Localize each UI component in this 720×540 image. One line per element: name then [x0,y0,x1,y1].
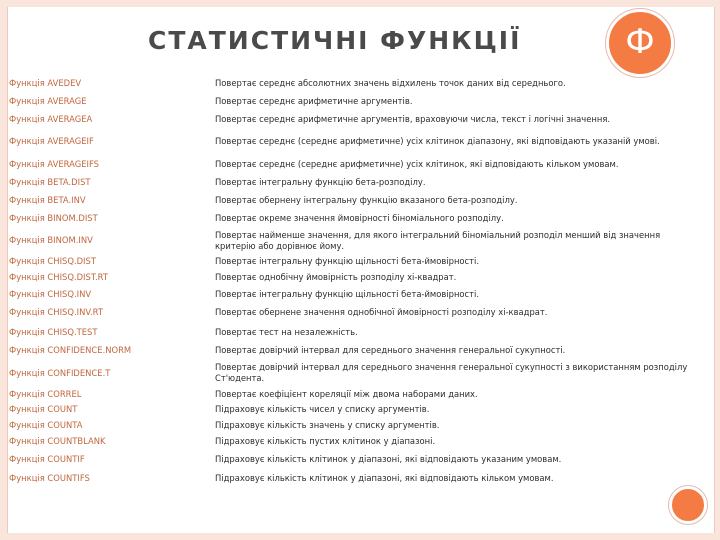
function-name[interactable]: Функція COUNTIF [9,453,85,464]
function-description: Повертає інтегральну функцію бета-розподілу. [215,176,426,187]
function-name[interactable]: Функція CHISQ.INV.RT [9,307,103,317]
function-description: Повертає середнє арифметичне аргументів. [215,95,413,106]
function-description: Повертає найменше значення, для якого інтегральний біноміальний розподіл менший від значення критерію або дорівнює йому. [215,229,661,251]
function-name[interactable]: Функція BETA.INV [9,194,86,205]
function-name[interactable]: Функція COUNTIFS [9,472,90,483]
table-row [9,74,699,92]
function-name[interactable]: Функція AVERAGE [9,95,87,106]
table-row [9,302,699,323]
page-title: СТАТИСТИЧНІ ФУНКЦІЇ [148,26,522,55]
function-description: Повертає коефіцієнт кореляції між двома наборами даних. [215,388,478,399]
table-row [9,110,699,128]
table-row [9,128,699,155]
function-description: Повертає окреме значення ймовірності біноміального розподілу. [215,212,504,223]
section-badge: Ф [606,9,674,77]
function-description: Повертає обернену інтегральну функцію вказаного бета-розподілу. [215,194,518,205]
function-name[interactable]: Функція COUNTBLANK [9,436,106,446]
decorative-dot [669,486,707,524]
table-row [9,227,699,254]
table-row [9,341,699,360]
function-description: Повертає довірчий інтервал для середнього значення генеральної сукупності. [215,345,566,355]
table-row [9,468,699,488]
table-row [9,417,699,433]
function-name[interactable]: Функція BINOM.INV [9,235,93,245]
function-description: Повертає інтегральну функцію щільності бета-ймовірності. [215,288,480,299]
function-name[interactable]: Функція BETA.DIST [9,176,91,187]
function-description: Підраховує кількість чисел у списку аргументів. [215,404,430,414]
function-description: Підраховує кількість значень у списку аргументів. [215,419,440,430]
table-row [9,173,699,191]
function-name[interactable]: Функція CONFIDENCE.T [9,367,111,378]
table-row [9,386,699,402]
function-name[interactable]: Функція CHISQ.TEST [9,326,98,337]
function-description: Повертає довірчий інтервал для середнього значення генеральної сукупності з використанням розподілу Ст'юдента. [215,362,688,383]
function-description: Повертає середнє (середнє арифметичне) усіх клітинок діапазону, які відповідають указаній умові. [215,136,660,146]
function-description: Підраховує кількість пустих клітинок у діапазоні. [215,436,436,446]
function-name[interactable]: Функція AVERAGEA [9,113,93,124]
function-description: Підраховує кількість клітинок у діапазоні, які відповідають кільком умовам. [215,472,554,483]
table-row [9,155,699,173]
function-name[interactable]: Функція AVEDEV [9,77,82,88]
function-name[interactable]: Функція CONFIDENCE.NORM [9,345,132,355]
functions-table [9,74,699,488]
table-row [9,269,699,286]
function-name[interactable]: Функція CHISQ.DIST.RT [9,272,108,282]
table-row [9,360,699,386]
table-row [9,191,699,209]
table-row [9,286,699,302]
table-row [9,254,699,269]
function-description: Підраховує кількість клітинок у діапазоні, які відповідають указаним умовам. [215,453,562,464]
function-name[interactable]: Функція COUNTA [9,419,83,430]
function-name[interactable]: Функція CHISQ.INV [9,288,92,299]
table-row [9,433,699,450]
function-description: Повертає тест на незалежність. [215,326,358,337]
table-row [9,209,699,227]
function-description: Повертає середнє абсолютних значень відхилень точок даних від середнього. [215,77,566,88]
function-description: Повертає середнє (середнє арифметичне) усіх клітинок, які відповідають кільком умовам. [215,158,619,169]
function-name[interactable]: Функція CHISQ.DIST [9,256,96,266]
table-row [9,450,699,468]
function-name[interactable]: Функція AVERAGEIFS [9,158,99,169]
function-name[interactable]: Функція BINOM.DIST [9,212,98,223]
function-description: Повертає однобічну ймовірність розподілу хі-квадрат. [215,272,457,282]
function-description: Повертає обернене значення однобічної ймовірності розподілу хі-квадрат. [215,307,548,317]
function-name[interactable]: Функція COUNT [9,404,78,414]
table-row [9,323,699,341]
function-name[interactable]: Функція CORREL [9,388,82,399]
function-name[interactable]: Функція AVERAGEIF [9,136,94,146]
function-description: Повертає інтегральну функцію щільності бета-ймовірності. [215,256,480,266]
function-description: Повертає середнє арифметичне аргументів, враховуючи числа, текст і логічні значення. [215,113,611,124]
table-row [9,402,699,417]
table-row [9,92,699,110]
